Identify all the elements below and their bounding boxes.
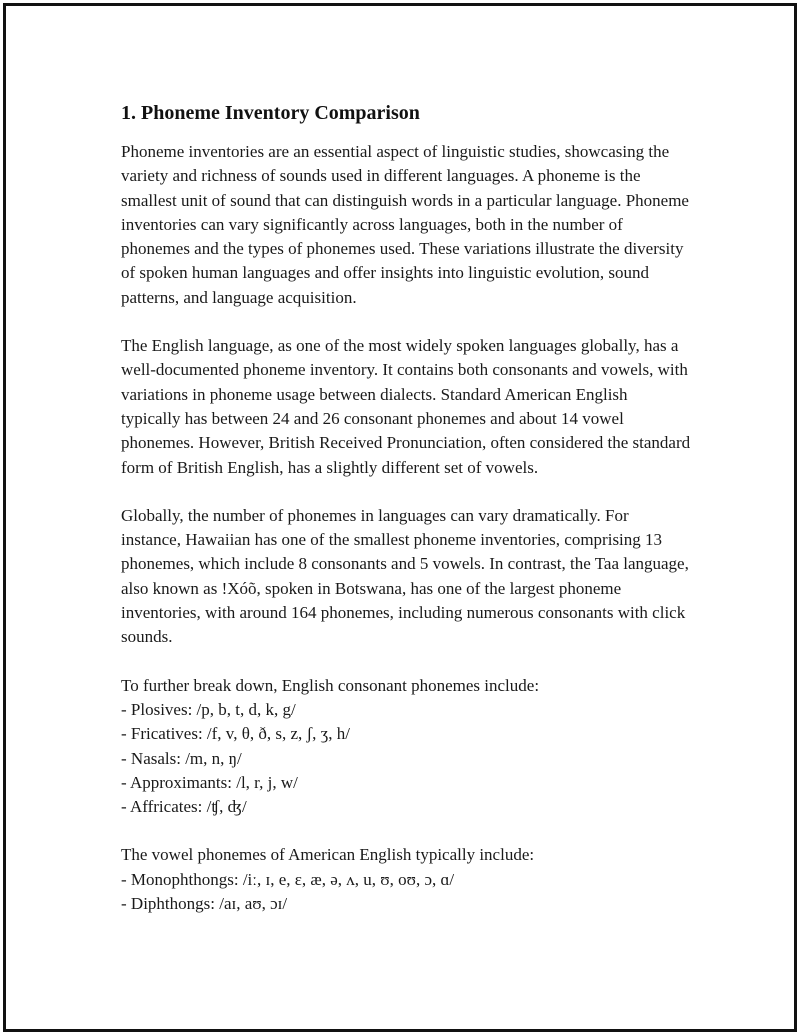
consonant-list — [121, 674, 691, 820]
page-frame — [3, 3, 797, 1032]
consonant-list-intro: To further break down, English consonant phonemes include: — [121, 675, 540, 695]
consonant-item-plosives: - Plosives: /p, b, t, d, k, g/ — [121, 699, 296, 719]
section-heading: 1. Phoneme Inventory Comparison — [121, 102, 420, 124]
document-body — [121, 100, 691, 940]
consonant-item-fricatives: - Fricatives: /f, v, θ, ð, s, z, ʃ, ʒ, h/ — [121, 724, 350, 744]
consonant-item-nasals: - Nasals: /m, n, ŋ/ — [121, 748, 242, 768]
paragraph-english: The English language, as one of the most widely spoken languages globally, has a well-documented phoneme inventory. It contains both consonants and vowels, with variations in phoneme usage between dialects. Standard American English typically has between 24 and 26 consonant phonemes and about 14 vowel phonemes. However, British Received Pronunciation, often considered the standard form of British English, has a slightly different set of vowels. — [121, 336, 691, 477]
vowel-item-monophthongs: - Monophthongs: /iː, ɪ, e, ɛ, æ, ə, ʌ, u, ʊ, oʊ, ɔ, ɑ/ — [121, 869, 455, 889]
vowel-list-intro: The vowel phonemes of American English typically include: — [121, 845, 535, 865]
paragraph-intro: Phoneme inventories are an essential aspect of linguistic studies, showcasing the variety and richness of sounds used in different languages. A phoneme is the smallest unit of sound that can distinguish words in a particular language. Phoneme inventories can vary significantly across languages, both in the number of phonemes and the types of phonemes used. These variations illustrate the diversity of spoken human languages and offer insights into linguistic evolution, sound patterns, and language acquisition. — [121, 142, 689, 307]
consonant-item-affricates: - Affricates: /ʧ, ʤ/ — [121, 797, 247, 817]
vowel-item-diphthongs: - Diphthongs: /aɪ, aʊ, ɔɪ/ — [121, 894, 288, 914]
consonant-item-approximants: - Approximants: /l, r, j, w/ — [121, 772, 298, 792]
vowel-list — [121, 843, 691, 916]
paragraph-global: Globally, the number of phonemes in languages can vary dramatically. For instance, Hawaiian has one of the smallest phoneme inventories, comprising 13 phonemes, which include 8 consonants and 5 vowels. In contrast, the Taa language, also known as !Xóõ, spoken in Botswana, has one of the largest phoneme inventories, with around 164 phonemes, including numerous consonants with click sounds. — [121, 505, 689, 647]
